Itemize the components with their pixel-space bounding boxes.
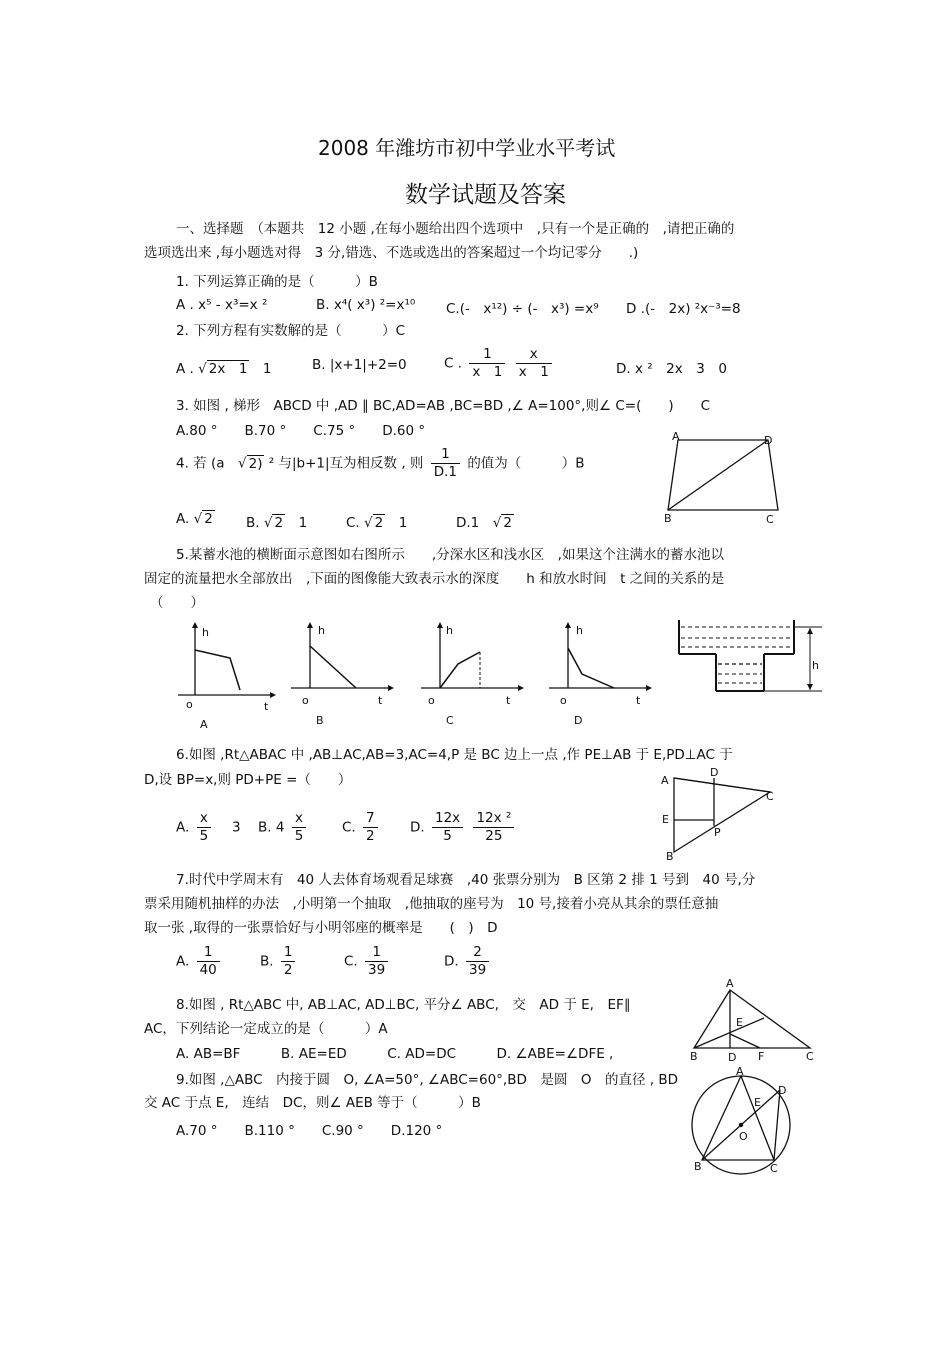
- svg-text:t: t: [636, 694, 641, 707]
- q6-line2: D,设 BP=x,则 PD+PE =（ ）: [144, 772, 352, 788]
- svg-text:C: C: [770, 1162, 778, 1175]
- q2-stem: 2. 下列方程有实数解的是（ ）C: [176, 323, 406, 339]
- svg-text:A: A: [726, 977, 734, 990]
- q7-option-c: C. $\frac{1}{39}$: [344, 944, 391, 979]
- q2-option-b: B. |x+1|+2=0: [312, 357, 407, 373]
- q2-option-c: C . $\frac{1}{x 1}$ $\frac{x}{x 1}$: [444, 346, 555, 381]
- svg-text:h: h: [812, 659, 819, 672]
- q5-graph-label-d: D: [574, 714, 583, 727]
- q7-line1: 7.时代中学周末有 40 人去体育场观看足球赛 ,40 张票分别为 B 区第 2 排 1 号到 40 号,分: [176, 872, 756, 888]
- q3-trapezoid-figure: [658, 430, 788, 528]
- q1-option-b: B. x⁴( x³) ²=x¹⁰: [316, 297, 416, 313]
- q5-graph-c: [418, 620, 528, 732]
- q3-label-c: C: [766, 513, 774, 526]
- q9-options: A.70 ° B.110 ° C.90 ° D.120 °: [176, 1123, 443, 1139]
- q7-option-a: A. $\frac{1}{40}$: [176, 944, 223, 979]
- svg-text:h: h: [576, 624, 583, 637]
- q6-triangle-figure: [658, 764, 788, 864]
- q4-option-d: D.1 √ 2: [456, 515, 512, 531]
- q6-line1: 6.如图 ,Rt△ABAC 中 ,AB⊥AC,AB=3,AC=4,P 是 BC 边上一点 ,作 PE⊥AB 于 E,PD⊥AC 于: [176, 747, 733, 763]
- q1-stem: 1. 下列运算正确的是（ ）B: [176, 274, 378, 290]
- svg-text:o: o: [428, 694, 435, 707]
- q2-option-a: A . √ 2x 1 1: [176, 361, 272, 377]
- q2-option-d: D. x ² 2x 3 0: [616, 361, 727, 377]
- svg-text:B: B: [666, 850, 674, 863]
- svg-text:A: A: [736, 1065, 744, 1078]
- q8-options: A. AB=BF B. AE=ED C. AD=DC D. ∠ABE=∠DFE ,: [176, 1046, 614, 1062]
- q3-label-a: A: [672, 430, 680, 443]
- q5-graph-a: [170, 620, 280, 732]
- q7-option-d: D. $\frac{2}{39}$: [444, 944, 492, 979]
- q1-option-d: D .(- 2x) ²x⁻³=8: [626, 301, 741, 317]
- q4-stem: 4. 若 (a √ 2) ² 与|b+1|互为相反数 , 则 $\frac{1}{D.1}$ 的值为（ ）B: [176, 446, 585, 480]
- svg-text:t: t: [378, 694, 383, 707]
- q7-line2: 票采用随机抽样的办法 ,小明第一个抽取 ,他抽取的座号为 10 号,接着小亮从其余的票任意抽: [144, 896, 719, 912]
- q5-line2: 固定的流量把水全部放出 ,下面的图像能大致表示水的深度 h 和放水时间 t 之间的关系的是: [144, 571, 725, 587]
- svg-text:E: E: [662, 813, 669, 826]
- q3-label-d: D: [764, 434, 773, 447]
- q5-graph-b: [288, 620, 398, 732]
- q4-option-c: C. √ 2 1: [346, 515, 408, 531]
- section-intro-line2: 选项选出来 ,每小题选对得 3 分,错选、不选或选出的答案超过一个均记零分 .): [144, 245, 639, 261]
- q5-graph-label-c: C: [446, 714, 454, 727]
- svg-text:C: C: [806, 1050, 814, 1063]
- svg-text:D: D: [710, 766, 719, 779]
- q8-line2: AC，下列结论一定成立的是（ ）A: [144, 1021, 388, 1037]
- svg-text:t: t: [264, 700, 269, 713]
- q5-tank-figure: [676, 614, 832, 694]
- q9-circle-figure: [686, 1064, 796, 1176]
- section-intro-line1: 一、选择题 （本题共 12 小题 ,在每小题给出四个选项中 ,只有一个是正确的 ,请把正确的: [176, 221, 735, 237]
- svg-text:D: D: [778, 1084, 787, 1097]
- q5-line1: 5.某蓄水池的横断面示意图如右图所示 ,分深水区和浅水区 ,如果这个注满水的蓄水池以: [176, 547, 724, 563]
- q1-option-c: C.(- x¹²) ÷ (- x³) =x⁹: [446, 301, 599, 317]
- q1-option-a: A . x⁵ - x³=x ²: [176, 297, 268, 313]
- q9-line2: 交 AC 于点 E, 连结 DC，则∠ AEB 等于（ ）B: [144, 1095, 481, 1111]
- svg-text:E: E: [754, 1096, 761, 1109]
- q6-option-c: C. $\frac{7}{2}$: [342, 810, 381, 845]
- q3-stem: 3. 如图 , 梯形 ABCD 中 ,AD ∥ BC,AD=AB ,BC=BD ,∠ A=100°,则∠ C=( ) C: [176, 398, 711, 414]
- exam-title: 2008 年潍坊市初中学业水平考试: [318, 136, 616, 160]
- q4-option-b: B. √ 2 1: [246, 515, 308, 531]
- q4-option-a: A. √ 2: [176, 511, 213, 527]
- svg-text:o: o: [186, 698, 193, 711]
- paper-title: 数学试题及答案: [405, 182, 566, 208]
- svg-text:h: h: [446, 624, 453, 637]
- q8-triangle-figure: [686, 976, 818, 1064]
- q7-line3: 取一张 ,取得的一张票恰好与小明邻座的概率是 ( ) D: [144, 920, 498, 936]
- svg-text:O: O: [739, 1130, 748, 1143]
- svg-text:o: o: [302, 694, 309, 707]
- q5-line3: （ ）: [150, 595, 204, 611]
- svg-text:E: E: [736, 1016, 743, 1029]
- q6-option-d: D. $\frac{12x}{5}$ $\frac{\text{12x ²}}{25}$: [410, 810, 517, 845]
- q5-graph-label-a: A: [200, 718, 208, 731]
- q9-line1: 9.如图 ,△ABC 内接于圆 O, ∠A=50°, ∠ABC=60°,BD 是圆 O 的直径 , BD: [176, 1072, 679, 1088]
- q3-label-b: B: [664, 512, 672, 525]
- svg-text:B: B: [694, 1160, 702, 1173]
- svg-text:F: F: [758, 1050, 765, 1063]
- svg-text:P: P: [714, 826, 721, 839]
- q3-options: A.80 ° B.70 ° C.75 ° D.60 °: [176, 423, 426, 439]
- q7-option-b: B. $\frac{1}{2}$: [260, 944, 298, 979]
- svg-text:h: h: [318, 624, 325, 637]
- q5-graph-label-b: B: [316, 714, 324, 727]
- q6-option-a: A. $\frac{x}{5}$ 3: [176, 810, 241, 844]
- svg-text:t: t: [506, 694, 511, 707]
- q8-line1: 8.如图 , Rt△ABC 中, AB⊥AC, AD⊥BC, 平分∠ ABC, 交 AD 于 E, EF∥: [176, 997, 631, 1013]
- q6-option-b: B. 4 $\frac{x}{5}$: [258, 810, 309, 845]
- svg-text:A: A: [661, 774, 669, 787]
- q5-graph-d: [546, 620, 656, 732]
- svg-text:o: o: [560, 694, 567, 707]
- svg-text:D: D: [728, 1051, 737, 1064]
- svg-text:h: h: [202, 626, 209, 639]
- svg-text:B: B: [690, 1050, 698, 1063]
- svg-text:C: C: [766, 790, 774, 803]
